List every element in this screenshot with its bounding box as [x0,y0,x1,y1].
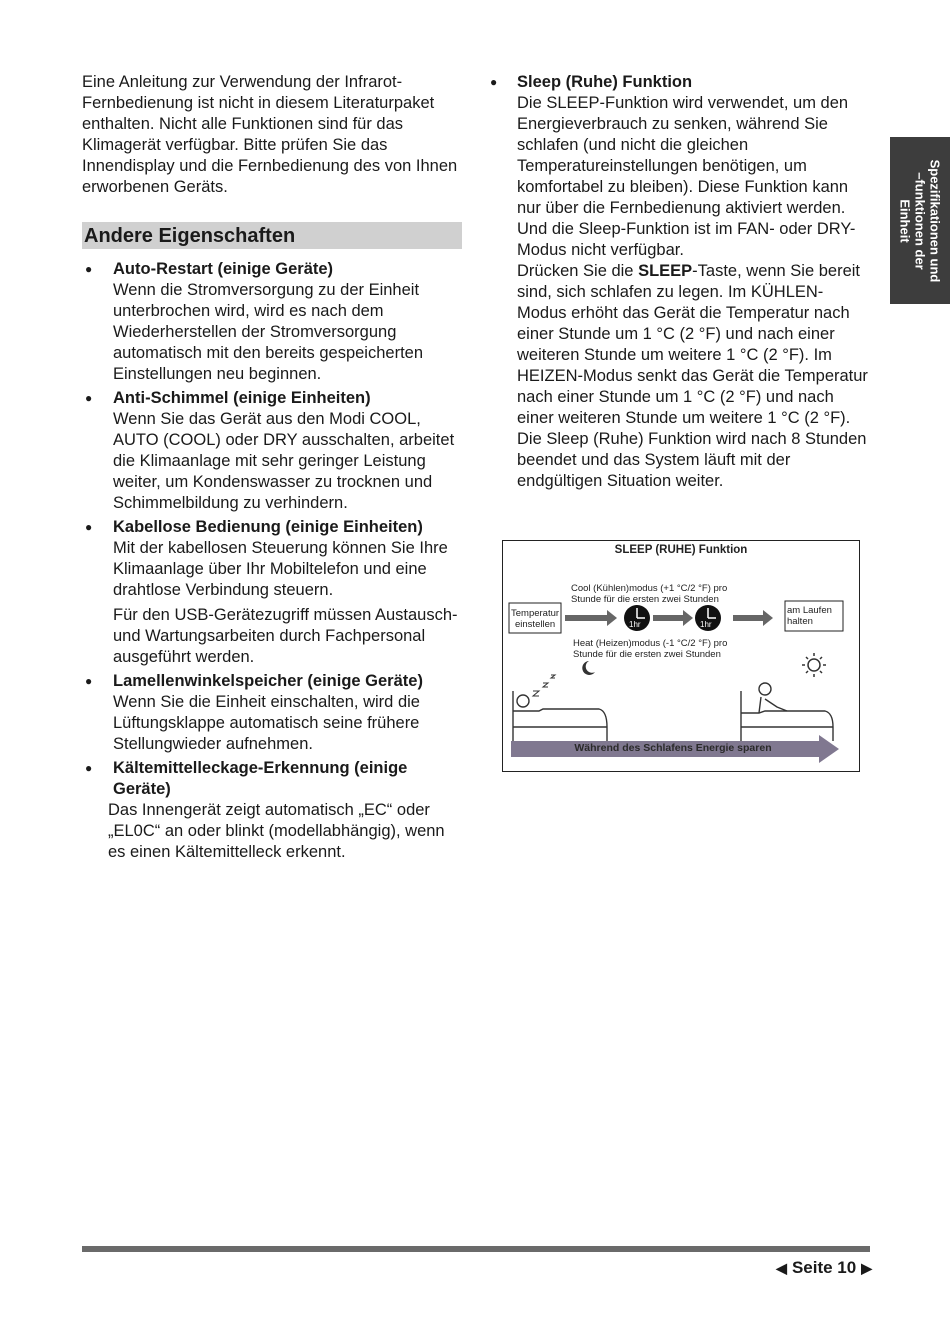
item-text: Mit der kabellosen Steuerung können Sie Ihre Klimaanlage über Ihr Mobiltelefon und eine drahtlose Verbindung steuern. [113,539,448,599]
set-temperature-line-2: einstellen [515,619,556,630]
chapter-tab [890,137,950,304]
item-text: Wenn Sie das Gerät aus den Modi COOL, AUTO (COOL) oder DRY ausschalten, arbeitet die Klimaanlage mit sehr geringer Leistung weiter, um Kondenswasser zu trocknen und Schimmelbildung zu verhindern. [113,410,455,512]
chapter-tab-line-1: Spezifikationen und [927,159,943,283]
sleep-paragraph-2: Drücken Sie die SLEEP-Taste, wenn Sie bereit sind, sich schlafen zu legen. Im KÜHLEN-Modus erhöht das Gerät die Temperatur nach einer Stunde um 1 °C (2 °F) und nach einer weiteren Stunde um weitere 1 °C (2 °F). Im HEIZEN-Modus senkt das Gerät die Temperatur nach einer Stunde um 1 °C (2 °F) und nach einer weiteren Stunde um weitere 1 °C (2 °F). [517,262,868,427]
footer-rule [82,1246,870,1252]
sleep-title: ● Sleep (Ruhe) Funktion [517,73,693,91]
arrow-3 [733,610,773,626]
list-item [82,388,462,514]
list-item [82,259,462,385]
chapter-tab-text [898,138,943,305]
list-item [82,758,462,863]
item-text: Wenn die Stromversorgung zu der Einheit unterbrochen wird, wird es nach dem Wiederherstellen der Stromversorgung automatisch mit den bereits gespeicherten Einstellungen neu beginnen. [113,281,424,383]
page-number: Seite 10 [791,1258,857,1277]
clock-1-label: 1hr [629,620,641,629]
item-title: ● Kabellose Bedienung (einige Einheiten) [113,518,423,536]
right-column [490,72,870,495]
item-title: ● Auto-Restart (einige Geräte) [113,260,334,278]
page-indicator [776,1258,872,1278]
heat-mode-line-1: Heat (Heizen)modus (-1 °C/2 °F) pro [573,638,728,649]
process-arrows [565,610,773,626]
left-column [82,72,462,866]
moon-icon [582,661,595,675]
item-text: Das Innengerät zeigt automatisch „EC“ oder „EL0C“ an oder blinkt (modellabhängig), wenn es einen Kältemittelleck erkennt. [108,801,445,861]
sleep-diagram [502,540,860,772]
waking-bed-icon [741,683,833,741]
energy-saving-label: Während des Schlafens Energie sparen [574,742,772,754]
chapter-tab-line-3: Einheit [897,199,913,243]
set-temperature-line-1: Temperatur [511,608,560,619]
item-title: ● Lamellenwinkelspeicher (einige Geräte) [113,672,423,690]
sleep-paragraph-3: Die Sleep (Ruhe) Funktion wird nach 8 Stunden beendet und das System läuft mit der endgültigen Situation weiter. [517,430,867,490]
sun-icon [802,653,826,677]
figure-title: SLEEP (RUHE) Funktion [614,544,748,556]
item-title: ● Kältemittelleckage-Erkennung (einige Geräte) [113,759,408,798]
heat-mode-line-2: Stunde für die ersten zwei Stunden [573,649,721,660]
sleep-list [490,72,870,492]
cool-mode-line-2: Stunde für die ersten zwei Stunden [571,594,719,605]
sleep-paragraph-1: Die SLEEP-Funktion wird verwendet, um den Energieverbrauch zu senken, während Sie schlafen (und nicht die gleichen Temperatureinstellungen benötigen, um komfortabel zu bleiben). Diese Funktion kann nur über die Fernbedienung aktiviert werden. Und die Sleep-Funktion ist im FAN- oder DRY-Modus nicht verfügbar. [517,94,856,259]
item-text: Wenn Sie die Einheit einschalten, wird die Lüftungsklappe automatisch seine frühere Stellungwieder aufnehmen. [113,693,420,753]
clock-2-label: 1hr [700,620,712,629]
feature-list [82,259,462,863]
list-item [82,671,462,755]
next-page-icon[interactable]: ▶ [861,1259,872,1276]
keep-running-line-1: am Laufen [787,605,832,616]
list-item [82,517,462,668]
section-heading: Andere Eigenschaften [82,222,462,249]
keep-running-line-2: halten [787,616,813,627]
cool-mode-line-1: Cool (Kühlen)modus (+1 °C/2 °F) pro [571,583,728,594]
arrow-2 [653,610,693,626]
sleeping-bed-icon [513,675,607,741]
item-text-2: Für den USB-Gerätezugriff müssen Austausch- und Wartungsarbeiten durch Fachpersonal ausgeführt werden. [113,606,458,666]
chapter-tab-line-2: –funktionen der [912,172,928,270]
arrow-1 [565,610,617,626]
previous-page-icon[interactable]: ◀ [776,1259,787,1276]
item-title: ● Anti-Schimmel (einige Einheiten) [113,389,371,407]
intro-paragraph: Eine Anleitung zur Verwendung der Infrarot-Fernbedienung ist nicht in diesem Literaturpaket enthalten. Nicht alle Funktionen sind für das Klimagerät verfügbar. Bitte prüfen Sie das Innendisplay und die Fernbedienung des von Ihnen erworbenen Geräts. [82,73,458,196]
list-item [490,72,870,492]
